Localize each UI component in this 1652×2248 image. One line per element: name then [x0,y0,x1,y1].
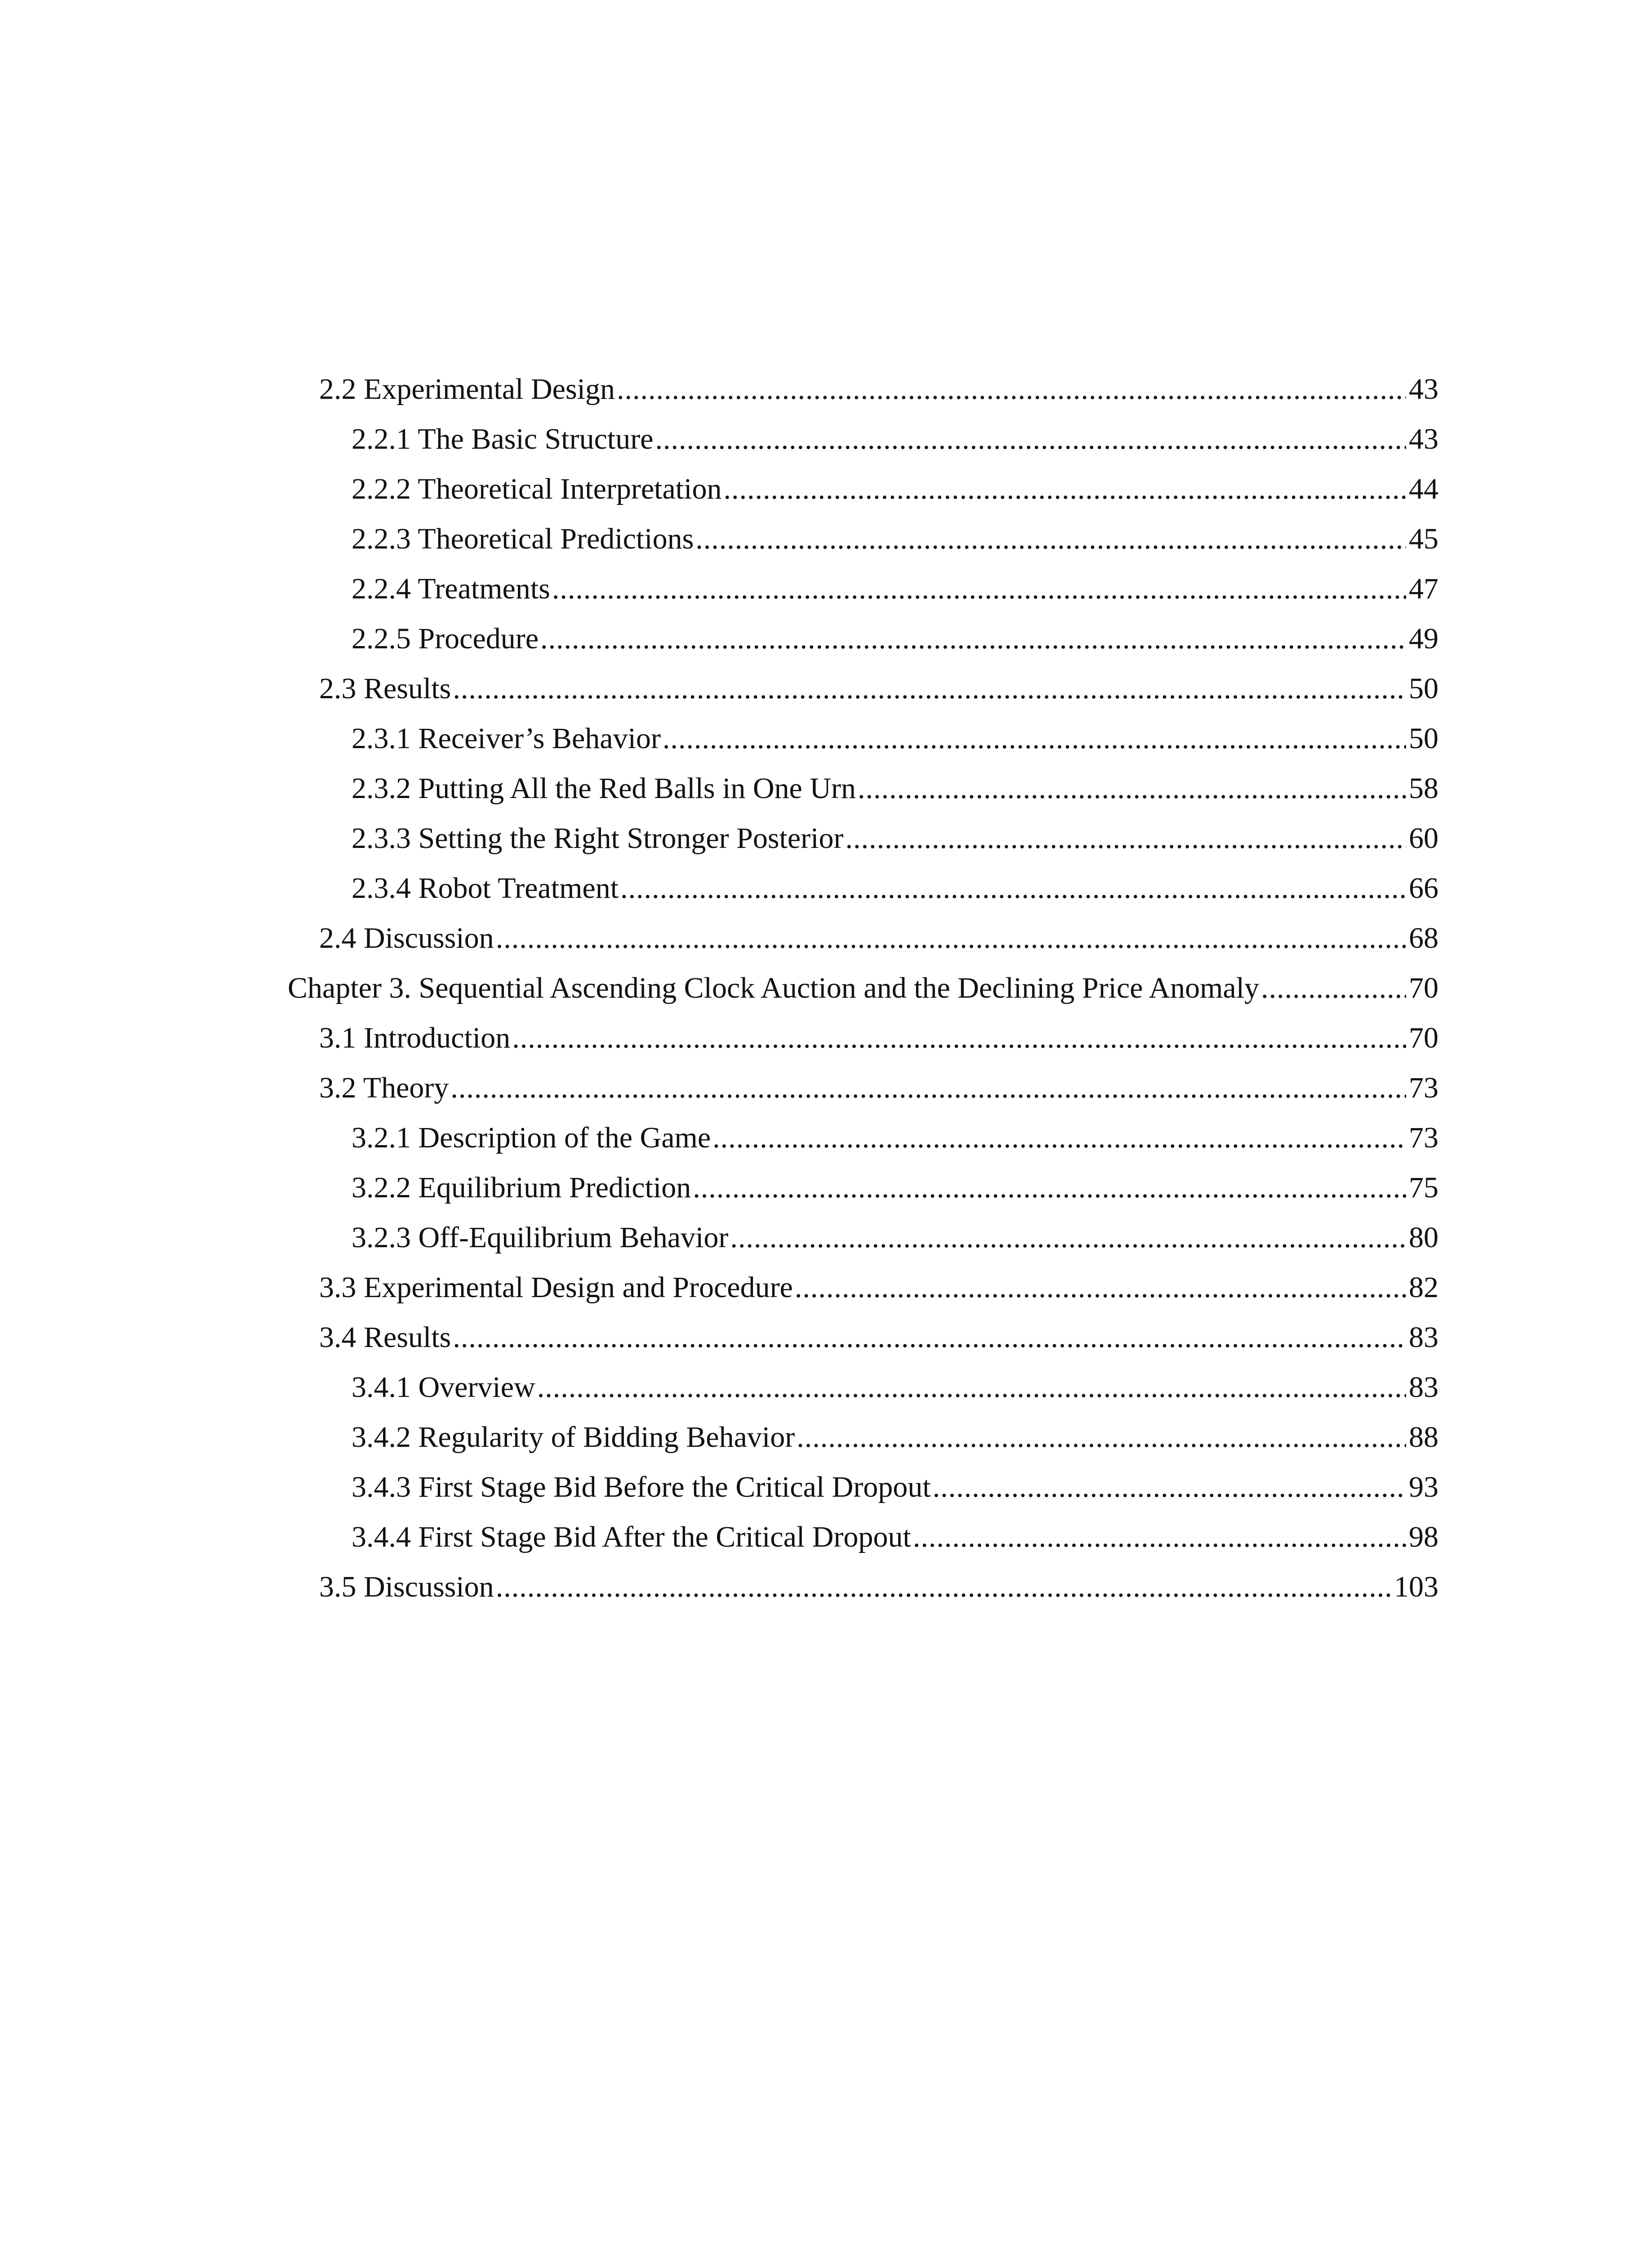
toc-entry-title: 2.3 Results [319,672,451,705]
toc-entry-page: 43 [1409,423,1438,455]
toc-entry-page: 70 [1409,972,1438,1004]
toc-entry-page: 50 [1409,722,1438,755]
toc-entry[interactable] [288,763,1438,813]
dot-leader [795,1262,1406,1312]
toc-entry-page: 83 [1409,1321,1438,1354]
toc-entry-page: 43 [1409,373,1438,406]
dot-leader [620,863,1406,913]
toc-entry[interactable] [288,514,1438,564]
toc-entry-title: 2.2.5 Procedure [352,622,539,655]
toc-entry-title: 3.5 Discussion [319,1570,494,1603]
dot-leader [512,1013,1406,1063]
toc-entry-title: 3.2 Theory [319,1071,449,1104]
dot-leader [1261,963,1406,1013]
toc-entry-title: 2.3.2 Putting All the Red Balls in One Urn [352,772,856,805]
toc-entry[interactable] [288,1312,1438,1362]
dot-leader [552,564,1406,614]
table-of-contents [288,364,1438,1612]
dot-leader [496,1562,1391,1612]
toc-entry-title: 3.4.1 Overview [352,1371,535,1404]
toc-entry[interactable] [288,664,1438,714]
dot-leader [845,813,1406,863]
dot-leader [933,1462,1406,1512]
dot-leader [663,714,1406,763]
toc-entry-page: 103 [1394,1570,1438,1603]
toc-entry[interactable] [288,1362,1438,1412]
toc-entry-page: 80 [1409,1221,1438,1254]
dot-leader [913,1512,1406,1562]
toc-entry-page: 60 [1409,822,1438,855]
dot-leader [693,1163,1406,1213]
toc-entry-page: 44 [1409,473,1438,505]
toc-entry-title: 3.4.4 First Stage Bid After the Critical Dropout [352,1521,911,1553]
toc-entry-title: 3.3 Experimental Design and Procedure [319,1271,793,1304]
toc-entry-page: 82 [1409,1271,1438,1304]
toc-entry[interactable] [288,1562,1438,1612]
toc-entry-title: 3.2.3 Off-Equilibrium Behavior [352,1221,729,1254]
toc-entry-title: Chapter 3. Sequential Ascending Clock Auction and the Declining Price Anomaly [288,972,1260,1004]
toc-entry[interactable] [288,714,1438,763]
toc-entry[interactable] [288,464,1438,514]
toc-entry-title: 2.3.1 Receiver’s Behavior [352,722,661,755]
toc-entry[interactable] [288,1262,1438,1312]
dot-leader [695,514,1406,564]
toc-entry-page: 45 [1409,522,1438,555]
toc-entry-title: 2.2.4 Treatments [352,572,550,605]
toc-entry-title: 3.4.2 Regularity of Bidding Behavior [352,1421,795,1454]
toc-entry-page: 70 [1409,1021,1438,1054]
toc-entry-page: 66 [1409,872,1438,905]
toc-entry[interactable] [288,1412,1438,1462]
toc-entry[interactable] [288,614,1438,664]
toc-entry-title: 2.2.3 Theoretical Predictions [352,522,694,555]
toc-entry[interactable] [288,813,1438,863]
dot-leader [723,464,1406,514]
toc-entry[interactable] [288,564,1438,614]
toc-entry[interactable] [288,1462,1438,1512]
toc-entry[interactable] [288,1512,1438,1562]
toc-entry[interactable] [288,963,1438,1013]
toc-entry-page: 83 [1409,1371,1438,1404]
toc-entry-title: 2.2 Experimental Design [319,373,615,406]
toc-entry-page: 73 [1409,1121,1438,1154]
toc-entry-page: 73 [1409,1071,1438,1104]
dot-leader [730,1213,1406,1262]
toc-entry-title: 2.3.4 Robot Treatment [352,872,619,905]
dot-leader [453,664,1406,714]
toc-entry-page: 68 [1409,922,1438,955]
toc-entry[interactable] [288,1213,1438,1262]
toc-entry-page: 93 [1409,1471,1438,1503]
toc-entry-page: 98 [1409,1521,1438,1553]
dot-leader [617,364,1406,414]
dot-leader [797,1412,1406,1462]
toc-entry[interactable] [288,1163,1438,1213]
dot-leader [496,913,1406,963]
dot-leader [453,1312,1406,1362]
toc-entry-title: 3.4 Results [319,1321,451,1354]
dot-leader [450,1063,1406,1113]
dot-leader [540,614,1406,664]
toc-entry[interactable] [288,414,1438,464]
toc-entry[interactable] [288,1063,1438,1113]
toc-entry-title: 2.3.3 Setting the Right Stronger Posterior [352,822,844,855]
toc-entry-page: 58 [1409,772,1438,805]
toc-entry-title: 3.1 Introduction [319,1021,511,1054]
toc-entry-page: 49 [1409,622,1438,655]
toc-entry-title: 2.2.1 The Basic Structure [352,423,654,455]
dot-leader [858,763,1406,813]
toc-entry[interactable] [288,364,1438,414]
toc-entry-title: 3.4.3 First Stage Bid Before the Critical Dropout [352,1471,931,1503]
toc-entry-page: 47 [1409,572,1438,605]
toc-entry-page: 50 [1409,672,1438,705]
toc-entry-title: 3.2.2 Equilibrium Prediction [352,1171,691,1204]
toc-entry-title: 3.2.1 Description of the Game [352,1121,711,1154]
toc-entry-page: 88 [1409,1421,1438,1454]
dot-leader [537,1362,1406,1412]
toc-entry-title: 2.4 Discussion [319,922,494,955]
toc-entry-title: 2.2.2 Theoretical Interpretation [352,473,722,505]
toc-entry[interactable] [288,863,1438,913]
dot-leader [655,414,1406,464]
dot-leader [712,1113,1406,1163]
toc-entry[interactable] [288,1113,1438,1163]
toc-entry-page: 75 [1409,1171,1438,1204]
toc-entry[interactable] [288,913,1438,963]
toc-entry[interactable] [288,1013,1438,1063]
